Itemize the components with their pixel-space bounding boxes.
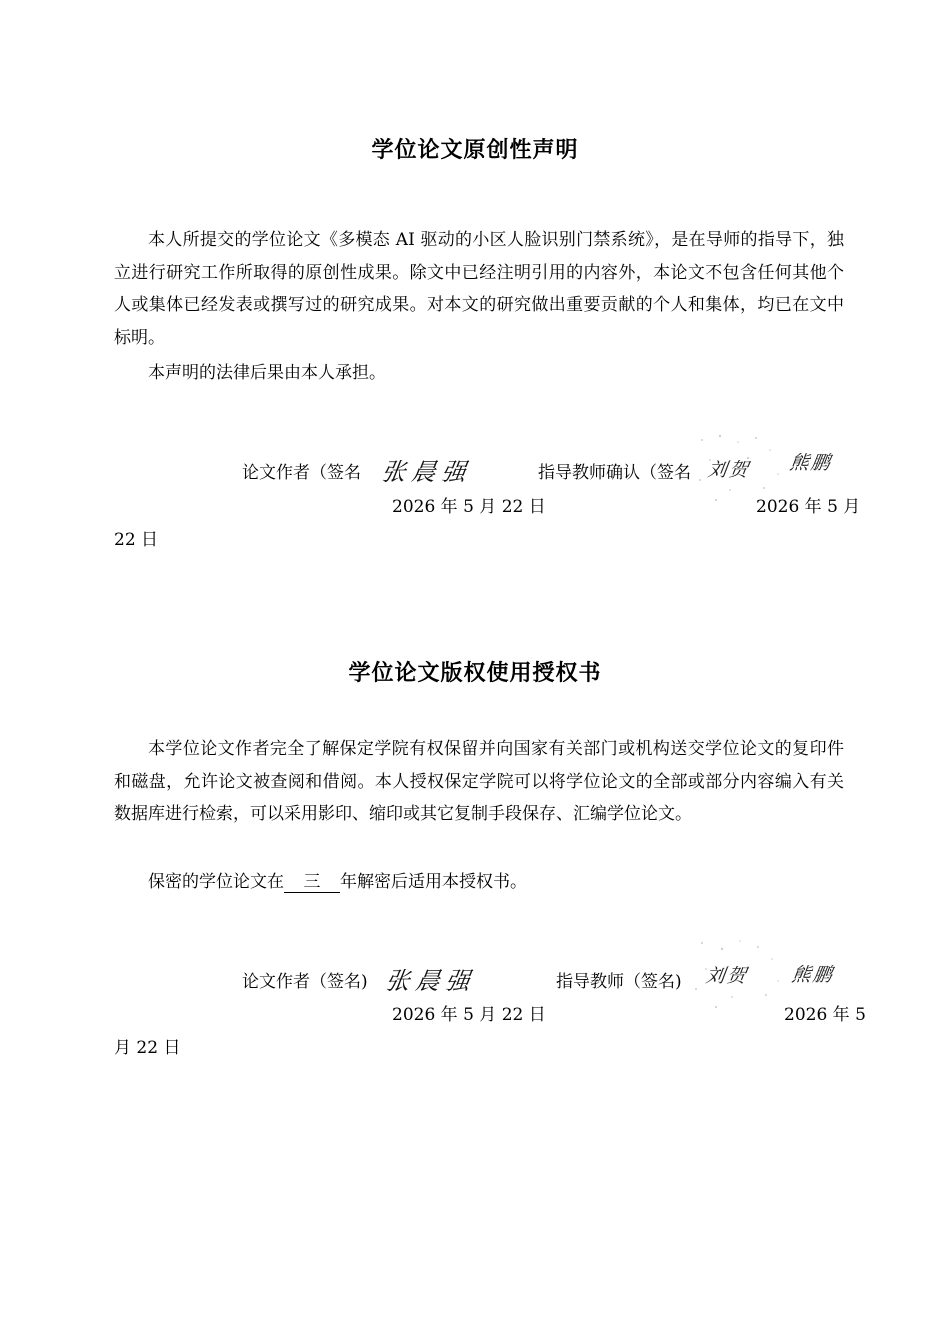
advisor-date-continued: 22 日 — [114, 530, 159, 550]
authorization-body: 本学位论文作者完全了解保定学院有权保留并向国家有关部门或机构送交学位论文的复印件和磁盘，允许论文被查阅和借阅。本人授权保定学院可以将学位论文的全部或部分内容编入有关数据库进行检索，可以采用影印、缩印或其它复制手段保存、汇编学位论文。 — [114, 739, 844, 824]
author-signature-label-2: 论文作者（签名) — [242, 972, 368, 992]
advisor-date-2-continued: 月 22 日 — [114, 1038, 181, 1058]
advisor-signature-2: 熊鹏 — [788, 452, 834, 474]
advisor-signature-2b: 熊鹏 — [790, 964, 836, 986]
authorization-title: 学位论文版权使用授权书 — [348, 661, 602, 686]
author-signature-label: 论文作者（签名 — [242, 463, 361, 483]
advisor-signature-label-2: 指导教师（签名) — [556, 972, 682, 992]
advisor-date-2: 2026 年 5 — [784, 1005, 866, 1025]
advisor-signature-1b: 刘贺 — [704, 965, 750, 987]
advisor-signature-1: 刘贺 — [706, 459, 752, 481]
author-date: 2026 年 5 月 22 日 — [392, 497, 546, 517]
secrecy-suffix: 年解密后适用本授权书。 — [340, 872, 527, 892]
declaration-liability: 本声明的法律后果由本人承担。 — [148, 363, 386, 383]
secrecy-prefix: 保密的学位论文在 — [148, 872, 284, 892]
advisor-signature-label: 指导教师确认（签名 — [538, 463, 691, 483]
author-signature-2: 张晨强 — [383, 967, 478, 995]
secrecy-years-field: 三 — [284, 872, 340, 893]
secrecy-statement — [114, 866, 844, 899]
declaration-body: 本人所提交的学位论文《多模态 AI 驱动的小区人脸识别门禁系统》，是在导师的指导下，独立进行研究工作所取得的原创性成果。除文中已经注明引用的内容外，本论文不包含任何其他个人或集体已经发表或撰写过的研究成果。对本文的研究做出重要贡献的个人和集体，均已在文中标明。 — [114, 230, 844, 348]
author-signature: 张晨强 — [379, 458, 474, 486]
declaration-title: 学位论文原创性声明 — [371, 138, 579, 163]
author-date-2: 2026 年 5 月 22 日 — [392, 1005, 546, 1025]
advisor-date: 2026 年 5 月 — [756, 497, 861, 517]
